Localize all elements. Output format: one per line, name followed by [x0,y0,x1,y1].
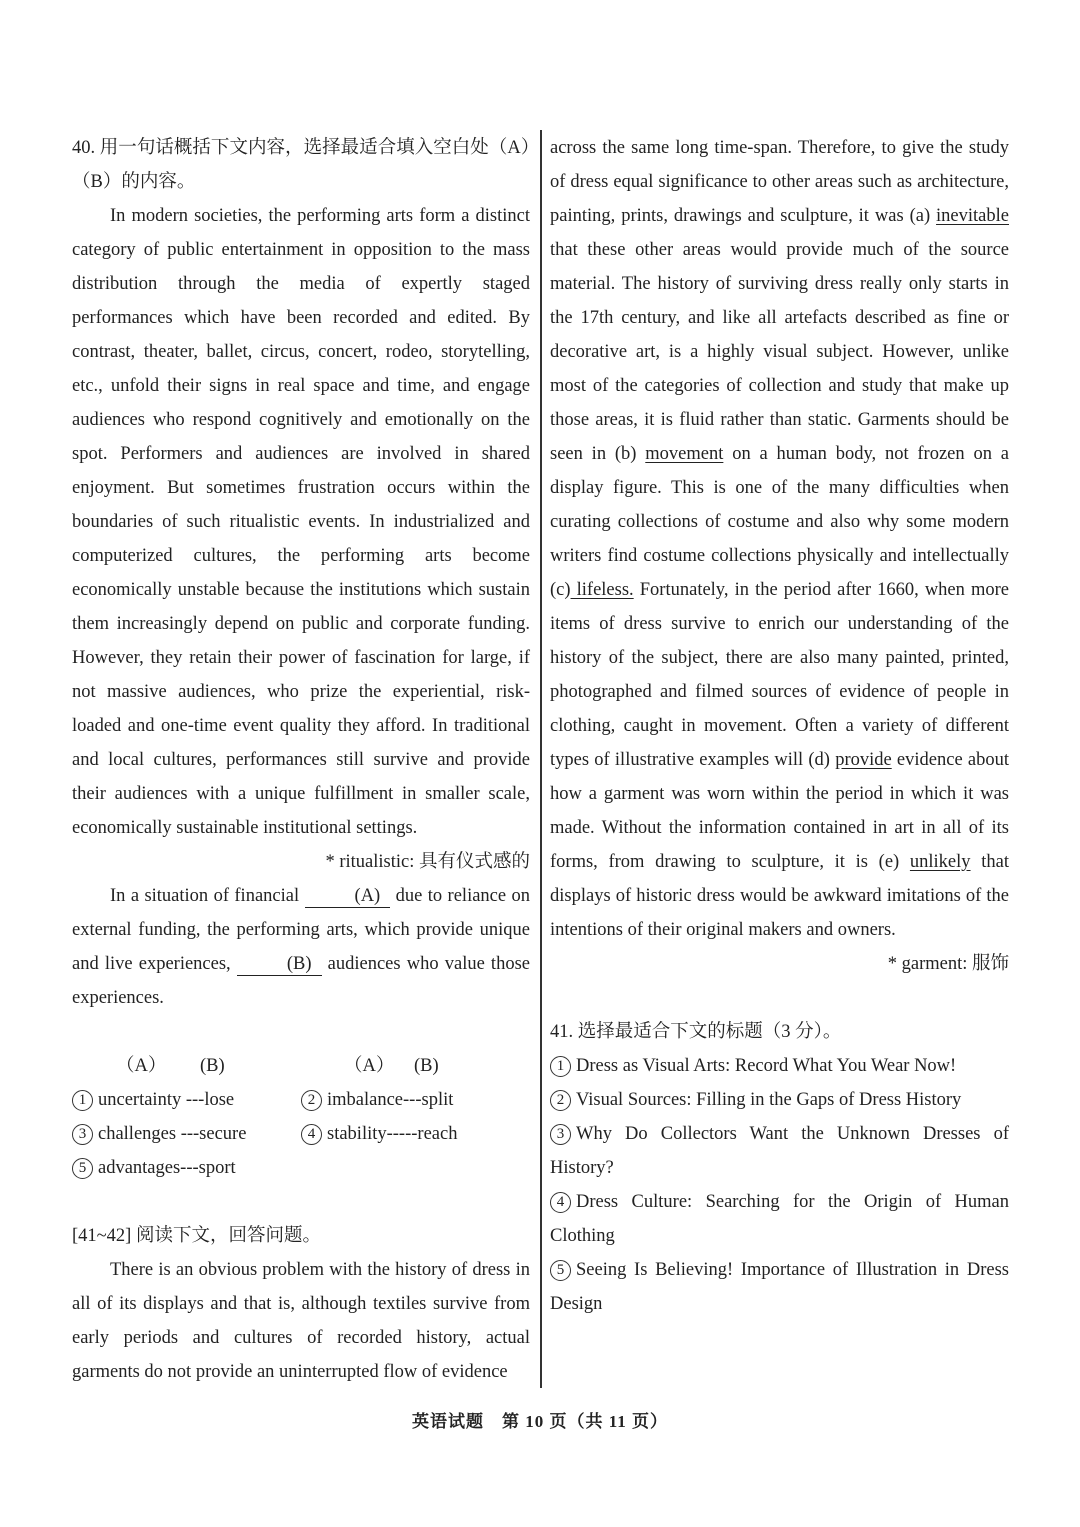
option-header-a: （A） [116,1056,167,1076]
q41-option-1[interactable] [550,1049,1009,1083]
circled-number-icon: 2 [301,1090,322,1111]
summary-text: due to reliance on external funding, the performing arts, which provide unique and live experiences, [72,886,531,974]
option-text: uncertainty ---lose [98,1090,235,1110]
option-header-a: （A） [344,1056,395,1076]
circled-number-icon: 3 [72,1124,93,1145]
passage-part-2 [550,131,1009,947]
option-text: challenges ---secure [98,1124,247,1144]
q41-block [550,1015,1009,1321]
q41-option-3[interactable] [550,1117,1009,1185]
option-text: stability-----reach [327,1124,458,1144]
option-text: Seeing Is Believing! Importance of Illustration in Dress Design [550,1260,1009,1314]
underlined-word-a: inevitable [936,206,1009,226]
q41-42-block [72,1219,530,1389]
circled-number-icon: 5 [550,1260,571,1281]
passage-text: across the same long time-span. Therefore, to give the study of dress equal significance to other areas such as architecture, painting, prints, drawings and sculpture, it was (a) [550,138,1009,226]
passage-text: evidence about how a garment was worn within the period in which it was made. Without the information contained in art in all of its forms, from drawing to sculpture, it is (e) [550,750,1009,872]
option-header-b: (B) [200,1056,225,1076]
q40-option-5[interactable] [72,1151,236,1185]
option-header-b: (B) [414,1056,439,1076]
q40-instruction: 40. 用一句话概括下文内容，选择最适合填入空白处（A）（B）的内容。 [72,138,530,192]
q40-option-3[interactable] [72,1117,246,1151]
option-text: advantages---sport [98,1158,236,1178]
summary-text: In a situation of financial [110,886,305,906]
circled-number-icon: 1 [72,1090,93,1111]
summary-text: audiences who value those experiences. [72,954,530,1008]
passage-text: that displays of historic dress would be awkward imitations of the intentions of their original makers and owners. [550,852,1009,940]
q40-option-2[interactable] [301,1083,453,1117]
option-text: imbalance---split [327,1090,454,1110]
underlined-word-c: lifeless. [570,580,634,600]
circled-number-icon: 3 [550,1124,571,1145]
circled-number-icon: 5 [72,1158,93,1179]
blank-b: (B) [237,953,322,976]
underlined-word-d: provide [835,750,892,770]
q40-footnote: * ritualistic: 具有仪式感的 [325,852,530,872]
page-footer: 英语试题 第 10 页（共 11 页） [411,1412,669,1431]
underlined-word-e: unlikely [909,852,971,872]
q40-option-4[interactable] [301,1117,457,1151]
option-text: Dress as Visual Arts: Record What You Wear Now! [576,1056,957,1076]
q40-summary [72,879,530,1015]
garment-footnote: * garment: 服饰 [887,954,1009,974]
option-text: Why Do Collectors Want the Unknown Dresses of History? [550,1124,1009,1178]
blank-a: (A) [305,885,391,908]
passage-text: Fortunately, in the period after 1660, when more items of dress survive to enrich our understanding of the history of the subject, there are also many painted, printed, photographed and filmed sources of evidence of people in clothing, caught in movement. Often a variety of different types of illustrative examples will (d) [550,580,1009,770]
option-text: Visual Sources: Filling in the Gaps of Dress History [576,1090,962,1110]
passage-part-1: There is an obvious problem with the history of dress in all of its displays and that is, although textiles survive from early periods and cultures of recorded history, actual garments do not provide an uninterrupted flow of evidence [72,1260,530,1382]
q40-block [72,131,530,1015]
q40-option-1[interactable] [72,1083,234,1117]
circled-number-icon: 4 [550,1192,571,1213]
underlined-word-b: movement [645,444,724,464]
q41-option-5[interactable] [550,1253,1009,1321]
circled-number-icon: 2 [550,1090,571,1111]
passage-text: that these other areas would provide much of the source material. The history of surviving dress really only starts in the 17th century, and like all artefacts described as fine or decorative art, is a highly visual subject. However, unlike most of the categories of collection and study that make up those areas, it is fluid rather than static. Garments should be seen in (b) [550,240,1009,464]
q41-option-2[interactable] [550,1083,1009,1117]
q41-instruction: 41. 选择最适合下文的标题（3 分）。 [550,1022,842,1042]
passage-text: on a human body, not frozen on a display figure. This is one of the many difficulties when curating collections of costume and also why some modern writers find costume collections physically and intellectually (c) [550,444,1009,600]
circled-number-icon: 4 [301,1124,322,1145]
passage-continued [550,131,1009,981]
q40-passage: In modern societies, the performing arts form a distinct category of public entertainment in opposition to the mass distribution through the media of expertly staged performances which have been recorded and edited. By contrast, theater, ballet, circus, concert, rodeo, storytelling, etc., unfold their signs in real space and time, and engage audiences who respond cognitively and emotionally on the spot. Performers and audiences are involved in shared enjoyment. But sometimes frustration occurs within the boundaries of such ritualistic events. In industrialized and computerized cultures, the performing arts become economically unstable because the institutions which sustain them increasingly depend on public and corporate funding. However, they retain their power of fascination for large, if not massive audiences, who prize the experiential, risk-loaded and one-time event quality they afford. In traditional and local cultures, performances still survive and provide their audiences with a unique fulfillment in smaller scale, economically sustainable institutional settings. [72,206,530,838]
column-divider [540,130,542,1388]
q41-option-4[interactable] [550,1185,1009,1253]
q41-42-instruction: [41~42] 阅读下文，回答问题。 [72,1226,321,1246]
option-text: Dress Culture: Searching for the Origin of Human Clothing [550,1192,1009,1246]
circled-number-icon: 1 [550,1056,571,1077]
